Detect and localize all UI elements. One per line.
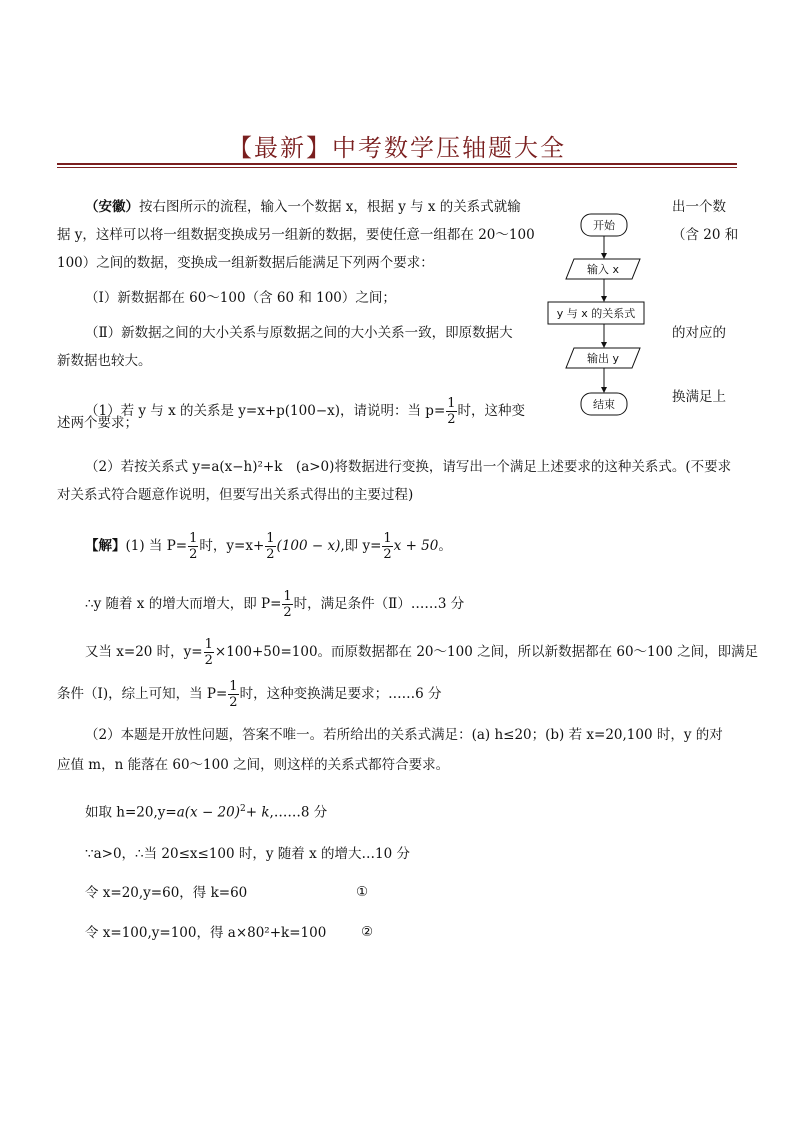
question-1-right: 换满足上 [672, 389, 726, 405]
flow-arrow [601, 296, 607, 302]
solution-line-10: 令 x=100,y=100，得 a×80²+k=100 [85, 925, 327, 941]
problem-source: （安徽） [85, 199, 139, 215]
requirement-1: （Ⅰ）新数据都在 60～100（含 60 和 100）之间； [85, 290, 396, 306]
flow-process-label: y 与 x 的关系式 [556, 307, 636, 320]
problem-line-1-right: 出一个数 [672, 199, 726, 215]
equation-marker-2: ② [361, 924, 374, 940]
solution-line-4: 条件（Ⅰ)，综上可知，当 P= $\frac{1}{2}$ 时，这种变换满足要求；……6 分 [57, 679, 442, 710]
question-1: （1）若 y 与 x 的关系是 y=x+p(100−x)，请说明：当 p= $\frac{1}{2}$ 时，这种变 [85, 396, 526, 427]
solution-line-8: ∵a>0，∴当 20≤x≤100 时，y 随着 x 的增大…10 分 [85, 846, 410, 862]
flow-end-label: 结束 [593, 398, 615, 411]
problem-line-1: （安徽）按右图所示的流程，输入一个数据 x，根据 y 与 x 的关系式就输 [85, 199, 521, 215]
page-title: 【最新】中考数学压轴题大全 [228, 134, 566, 162]
requirement-2-cont: 新数据也较大。 [57, 353, 152, 369]
flow-start-label: 开始 [593, 219, 615, 232]
solution-line-1: 【解】(1) 当 P= $\frac{1}{2}$ 时，y=x+ $\frac{1}{2}$ (100 − x),即 y= $\frac{1}{2}$ x + 50。 [85, 531, 452, 562]
equation-marker-1: ① [356, 884, 369, 900]
question-1-cont: 述两个要求； [57, 415, 138, 431]
requirement-2-right: 的对应的 [672, 325, 726, 341]
question-2: （2）若按关系式 y=a(x−h)²+k (a>0)将数据进行变换，请写出一个满足上述要求的这种关系式。(不要求 [85, 459, 732, 475]
problem-line-3: 100）之间的数据，变换成一组新数据后能满足下列两个要求： [57, 255, 434, 271]
solution-line-3: 又当 x=20 时，y= $\frac{1}{2}$ ×100+50=100。而原数据都在 20～100 之间，所以新数据都在 60～100 之间，即满足 [85, 637, 759, 668]
flow-arrow [601, 253, 607, 259]
flow-input-label: 输入 x [586, 263, 620, 276]
problem-line-2-right: （含 20 和 [672, 227, 739, 243]
solution-line-7: 如取 $h=20,y=a(x - 20)^2+$ k,……8 分 [85, 804, 328, 821]
problem-line-2: 据 y，这样可以将一组数据变换成另一组新的数据，要使任意一组都在 20～100 [57, 227, 535, 243]
requirement-2: （Ⅱ）新数据之间的大小关系与原数据之间的大小关系一致，即原数据大 [85, 325, 513, 341]
flow-output-label: 输出 y [586, 352, 620, 365]
solution-label: 【解】 [85, 538, 126, 554]
flow-arrow [601, 387, 607, 393]
solution-line-2: ∴y 随着 x 的增大而增大，即 P= $\frac{1}{2}$ 时，满足条件（Ⅱ）……3 分 [85, 589, 465, 620]
question-2-cont: 对关系式符合题意作说明，但要写出关系式得出的主要过程) [57, 487, 414, 503]
solution-line-9: 令 x=20,y=60，得 k=60 [85, 885, 248, 901]
solution-line-6: 应值 m，n 能落在 60～100 之间，则这样的关系式都符合要求。 [57, 757, 450, 773]
flow-arrow [601, 342, 607, 348]
solution-line-5: （2）本题是开放性问题，答案不唯一。若所给出的关系式满足：(a) h≤20；(b) 若 x=20,100 时，y 的对 [85, 727, 723, 743]
fraction-half: $\frac{1}{2}$ [447, 396, 456, 427]
